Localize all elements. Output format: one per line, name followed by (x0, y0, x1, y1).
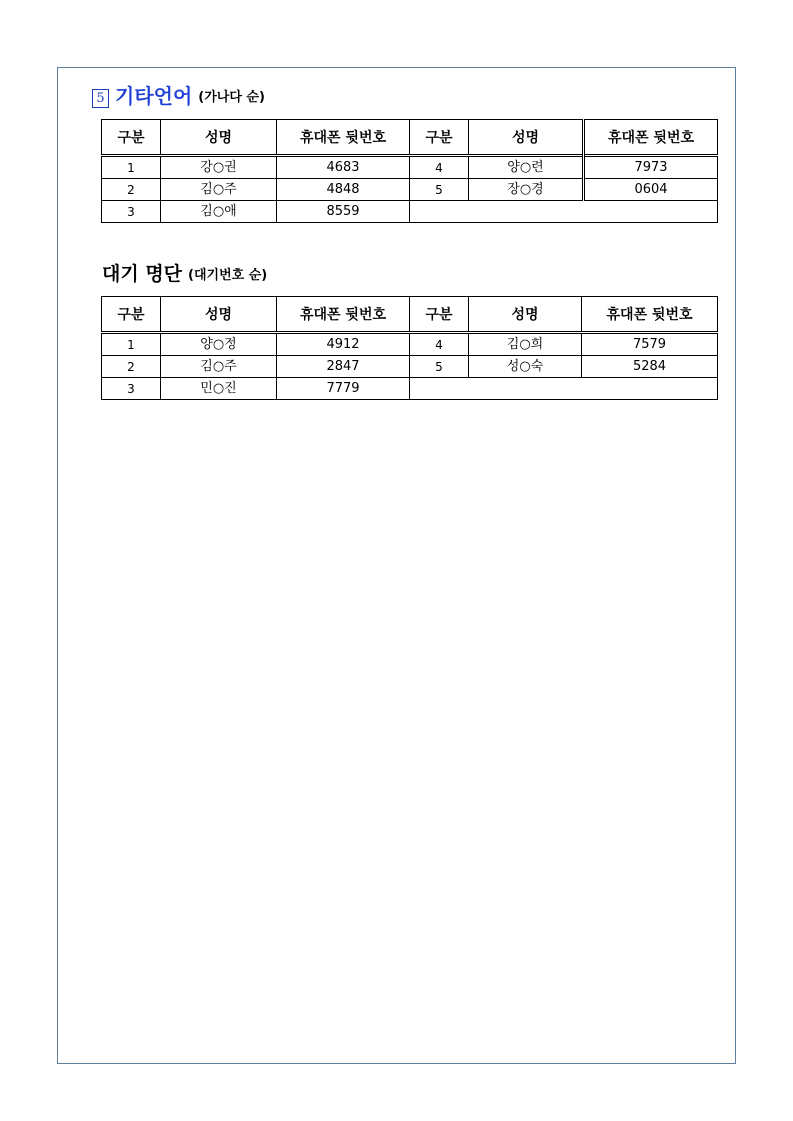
table-header-row (102, 297, 718, 333)
empty-cell (410, 378, 718, 400)
table-row (102, 356, 718, 378)
phone-last-digits: 7973 (584, 156, 718, 179)
phone-last-digits: 4683 (277, 156, 410, 179)
header-division: 구분 (410, 297, 469, 333)
header-phone: 휴대폰 뒷번호 (277, 120, 410, 156)
row-number: 3 (102, 378, 161, 400)
table-row (102, 378, 718, 400)
phone-last-digits: 4912 (277, 333, 410, 356)
header-name: 성명 (161, 120, 277, 156)
empty-cell (410, 201, 718, 223)
person-name: 김○주 (161, 356, 277, 378)
row-number: 2 (102, 356, 161, 378)
person-name: 민○진 (161, 378, 277, 400)
row-number: 3 (102, 201, 161, 223)
phone-last-digits: 8559 (277, 201, 410, 223)
person-name: 김○희 (469, 333, 582, 356)
row-number: 1 (102, 333, 161, 356)
row-number: 1 (102, 156, 161, 179)
header-name: 성명 (161, 297, 277, 333)
phone-last-digits: 0604 (584, 179, 718, 201)
person-name: 양○련 (469, 156, 584, 179)
section-heading-waitlist (102, 262, 267, 286)
person-name: 강○권 (161, 156, 277, 179)
row-number: 4 (410, 156, 469, 179)
phone-last-digits: 4848 (277, 179, 410, 201)
person-name: 장○경 (469, 179, 584, 201)
person-name: 김○주 (161, 179, 277, 201)
section-number-box: 5 (92, 89, 109, 108)
header-division: 구분 (102, 297, 161, 333)
row-number: 4 (410, 333, 469, 356)
person-name: 성○숙 (469, 356, 582, 378)
header-phone: 휴대폰 뒷번호 (584, 120, 718, 156)
table-row (102, 201, 718, 223)
section-subtitle: (가나다 순) (198, 90, 265, 105)
phone-last-digits: 7779 (277, 378, 410, 400)
section-title: 대기 명단 (102, 263, 183, 285)
table-header-row (102, 120, 718, 156)
section-heading-other-languages (92, 84, 265, 108)
phone-last-digits: 5284 (582, 356, 718, 378)
header-division: 구분 (102, 120, 161, 156)
phone-last-digits: 7579 (582, 333, 718, 356)
table-row (102, 333, 718, 356)
phone-last-digits: 2847 (277, 356, 410, 378)
other-languages-table (101, 119, 718, 223)
person-name: 김○애 (161, 201, 277, 223)
waitlist-table (101, 296, 718, 400)
section-title: 기타언어 (115, 84, 193, 108)
row-number: 5 (410, 179, 469, 201)
row-number: 2 (102, 179, 161, 201)
section-subtitle: (대기번호 순) (188, 268, 268, 283)
header-phone: 휴대폰 뒷번호 (582, 297, 718, 333)
header-phone: 휴대폰 뒷번호 (277, 297, 410, 333)
table-row (102, 156, 718, 179)
header-name: 성명 (469, 120, 584, 156)
row-number: 5 (410, 356, 469, 378)
person-name: 양○정 (161, 333, 277, 356)
table-row (102, 179, 718, 201)
header-name: 성명 (469, 297, 582, 333)
header-division: 구분 (410, 120, 469, 156)
